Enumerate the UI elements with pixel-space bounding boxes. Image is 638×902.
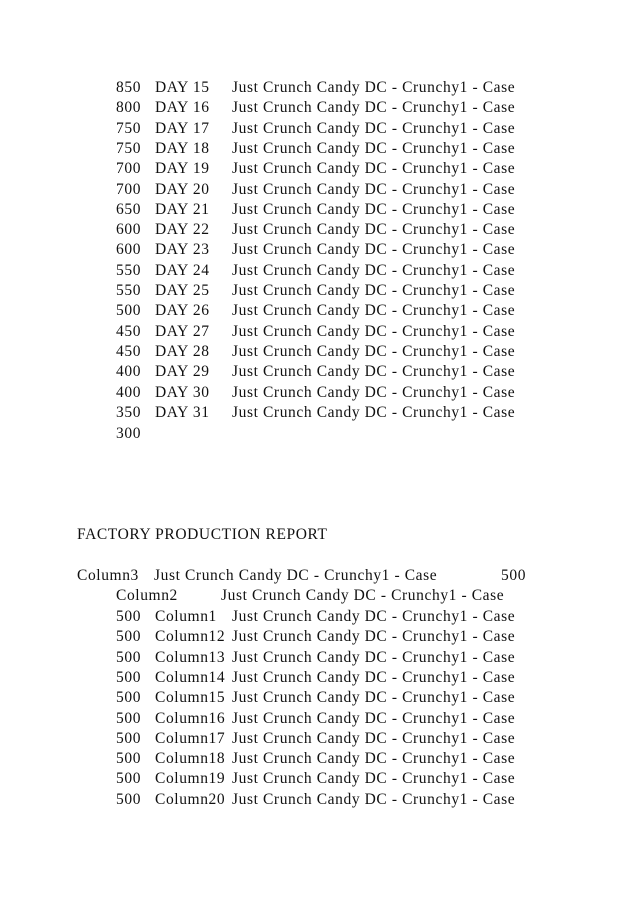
row-description: Just Crunch Candy DC - Crunchy1 - Case: [232, 119, 516, 137]
row-column: Column18: [155, 750, 226, 768]
row-column: Column15: [155, 689, 226, 707]
row-description: Just Crunch Candy DC - Crunchy1 - Case: [232, 608, 516, 625]
row-day: DAY 31: [155, 403, 210, 421]
row-column: Column19: [155, 770, 226, 788]
row-description: Just Crunch Candy DC - Crunchy1 - Case: [232, 180, 516, 198]
row-quantity: 500: [116, 729, 142, 747]
row-description: Just Crunch Candy DC - Crunchy1 - Case: [232, 668, 516, 686]
row-day: DAY 18: [155, 139, 210, 157]
row-quantity: 600: [116, 221, 142, 239]
header-line1-column: Column3: [77, 567, 139, 584]
row-description: Just Crunch Candy DC - Crunchy1 - Case: [232, 403, 516, 421]
row-description: Just Crunch Candy DC - Crunchy1 - Case: [232, 770, 516, 788]
row-column: Column17: [155, 729, 226, 747]
row-quantity: 500: [116, 709, 142, 727]
row-description: Just Crunch Candy DC - Crunchy1 - Case: [232, 282, 516, 299]
row-quantity: 750: [116, 139, 142, 157]
row-day: DAY 25: [155, 282, 210, 299]
row-day: DAY 19: [155, 160, 210, 178]
header-line2-description: Just Crunch Candy DC - Crunchy1 - Case: [221, 587, 505, 604]
row-day: DAY 17: [155, 119, 210, 137]
row-quantity: 600: [116, 241, 142, 259]
header-line1-description: Just Crunch Candy DC - Crunchy1 - Case: [154, 567, 438, 584]
row-day: DAY 27: [155, 322, 210, 340]
row-quantity: 400: [116, 383, 142, 401]
row-description: Just Crunch Candy DC - Crunchy1 - Case: [232, 709, 516, 727]
row-description: Just Crunch Candy DC - Crunchy1 - Case: [232, 261, 516, 279]
row-description: Just Crunch Candy DC - Crunchy1 - Case: [232, 750, 516, 768]
row-quantity: 850: [116, 79, 142, 96]
row-quantity: 750: [116, 119, 142, 137]
row-quantity: 500: [116, 628, 142, 646]
row-quantity: 500: [116, 668, 142, 686]
row-quantity: 500: [116, 689, 142, 707]
row-description: Just Crunch Candy DC - Crunchy1 - Case: [232, 689, 516, 707]
trailing-quantity: 300: [116, 425, 142, 442]
row-day: DAY 30: [155, 383, 210, 401]
row-description: Just Crunch Candy DC - Crunchy1 - Case: [232, 790, 516, 808]
row-description: Just Crunch Candy DC - Crunchy1 - Case: [232, 648, 516, 666]
row-quantity: 450: [116, 342, 142, 360]
row-description: Just Crunch Candy DC - Crunchy1 - Case: [232, 383, 516, 401]
header-line1-quantity: 500: [501, 567, 527, 584]
row-quantity: 500: [116, 302, 142, 320]
row-quantity: 700: [116, 160, 142, 178]
row-day: DAY 29: [155, 363, 210, 381]
row-description: Just Crunch Candy DC - Crunchy1 - Case: [232, 302, 516, 320]
row-column: Column20: [155, 790, 226, 808]
row-description: Just Crunch Candy DC - Crunchy1 - Case: [232, 628, 516, 646]
row-description: Just Crunch Candy DC - Crunchy1 - Case: [232, 363, 516, 381]
row-column: Column13: [155, 648, 226, 666]
row-description: Just Crunch Candy DC - Crunchy1 - Case: [232, 322, 516, 340]
row-column: Column1: [155, 608, 217, 625]
row-quantity: 500: [116, 608, 142, 625]
row-day: DAY 15: [155, 79, 210, 96]
row-column: Column14: [155, 668, 226, 686]
row-day: DAY 28: [155, 342, 210, 360]
row-day: DAY 22: [155, 221, 210, 239]
row-description: Just Crunch Candy DC - Crunchy1 - Case: [232, 342, 516, 360]
row-quantity: 500: [116, 750, 142, 768]
report-title: FACTORY PRODUCTION REPORT: [77, 526, 328, 543]
row-description: Just Crunch Candy DC - Crunchy1 - Case: [232, 139, 516, 157]
header-line2-column: Column2: [116, 587, 178, 604]
row-quantity: 500: [116, 648, 142, 666]
row-description: Just Crunch Candy DC - Crunchy1 - Case: [232, 79, 516, 96]
row-quantity: 450: [116, 322, 142, 340]
row-quantity: 550: [116, 282, 142, 299]
row-description: Just Crunch Candy DC - Crunchy1 - Case: [232, 729, 516, 747]
row-day: DAY 24: [155, 261, 210, 279]
row-day: DAY 16: [155, 99, 210, 117]
row-description: Just Crunch Candy DC - Crunchy1 - Case: [232, 221, 516, 239]
row-day: DAY 26: [155, 302, 210, 320]
row-day: DAY 23: [155, 241, 210, 259]
row-quantity: 800: [116, 99, 142, 117]
row-quantity: 500: [116, 770, 142, 788]
row-column: Column12: [155, 628, 226, 646]
row-description: Just Crunch Candy DC - Crunchy1 - Case: [232, 200, 516, 218]
row-quantity: 550: [116, 261, 142, 279]
row-column: Column16: [155, 709, 226, 727]
row-description: Just Crunch Candy DC - Crunchy1 - Case: [232, 241, 516, 259]
row-day: DAY 21: [155, 200, 210, 218]
row-day: DAY 20: [155, 180, 210, 198]
row-description: Just Crunch Candy DC - Crunchy1 - Case: [232, 99, 516, 117]
row-quantity: 700: [116, 180, 142, 198]
row-description: Just Crunch Candy DC - Crunchy1 - Case: [232, 160, 516, 178]
row-quantity: 500: [116, 790, 142, 808]
row-quantity: 350: [116, 403, 142, 421]
row-quantity: 400: [116, 363, 142, 381]
row-quantity: 650: [116, 200, 142, 218]
